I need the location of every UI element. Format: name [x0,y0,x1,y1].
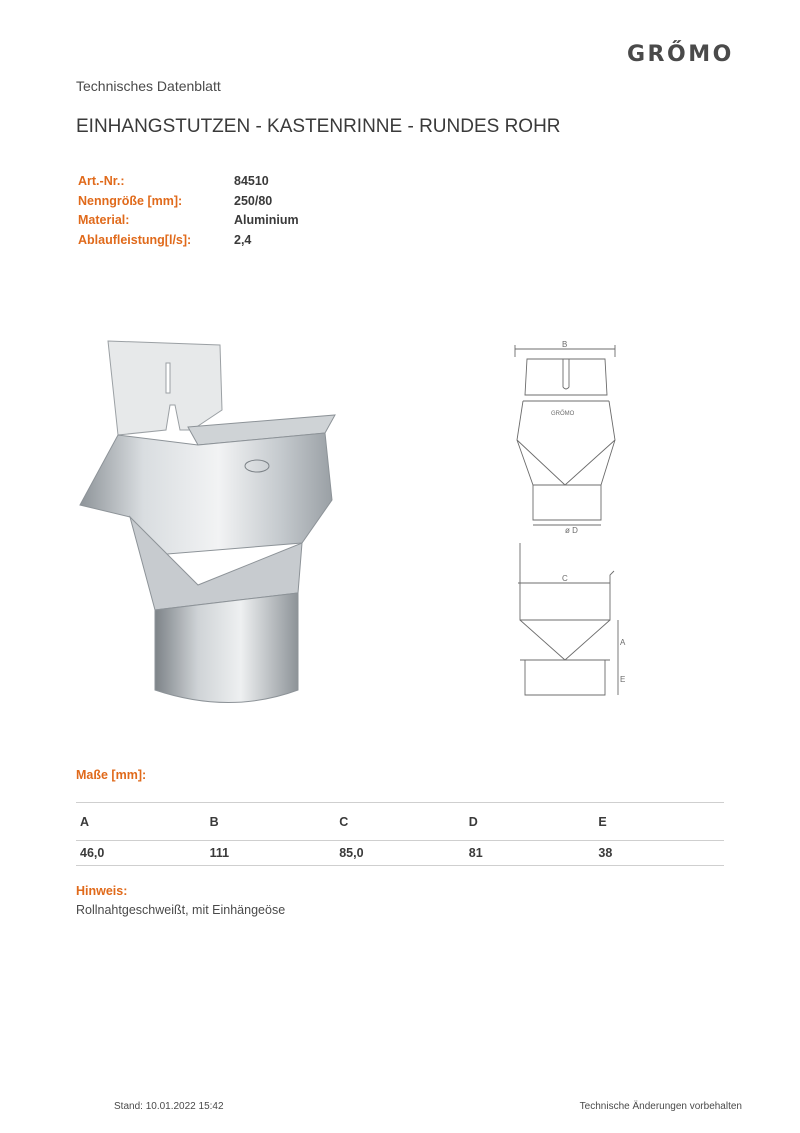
column-header-d: D [468,814,478,829]
spec-value: 250/80 [234,193,273,208]
dimensions-table [76,802,724,866]
dimensions-title: Maße [mm]: [76,768,147,782]
spec-row-drain-capacity [78,233,299,253]
note-title: Hinweis: [76,884,128,898]
technical-drawing-side [510,535,635,700]
cell-d: 81 [468,846,483,860]
brand-logo: GRŐMO [627,42,734,67]
dimension-label-c: C [562,574,568,583]
footer-disclaimer: Technische Änderungen vorbehalten [579,1101,742,1112]
document-type: Technisches Datenblatt [76,78,221,94]
dimension-label-d: ø D [565,526,578,535]
drawing-stamp: GRŐMO [551,411,575,417]
page-title: EINHANGSTUTZEN - KASTENRINNE - RUNDES ROHR [76,116,561,137]
spec-value: 84510 [234,174,269,188]
footer-stand: Stand: 10.01.2022 15:42 [114,1101,224,1112]
spec-label: Art.-Nr.: [78,174,125,188]
column-header-a: A [80,814,90,829]
table-row [76,841,724,866]
cell-e: 38 [598,846,613,860]
cell-a: 46,0 [80,846,105,860]
note-text: Rollnahtgeschweißt, mit Einhängeöse [76,903,286,917]
dimension-label-a: A [620,638,626,647]
spec-list [78,174,299,252]
column-header-b: B [209,814,219,829]
spec-label: Nenngröße [mm]: [78,193,183,208]
spec-label: Ablaufleistung[l/s]: [78,232,192,247]
dimension-label-e: E [620,675,626,684]
product-photo [70,335,380,705]
cell-c: 85,0 [339,846,364,860]
spec-label: Material: [78,213,130,227]
spec-row-article-number [78,174,299,194]
spec-value: 2,4 [234,232,252,247]
table-header-row [76,802,724,841]
column-header-e: E [598,814,607,829]
spec-row-nominal-size [78,194,299,214]
spec-value: Aluminium [234,213,299,227]
column-header-c: C [339,814,349,829]
cell-b: 111 [209,846,230,860]
technical-drawing-front [505,335,630,535]
dimension-label-b: B [562,340,568,349]
spec-row-material [78,213,299,233]
